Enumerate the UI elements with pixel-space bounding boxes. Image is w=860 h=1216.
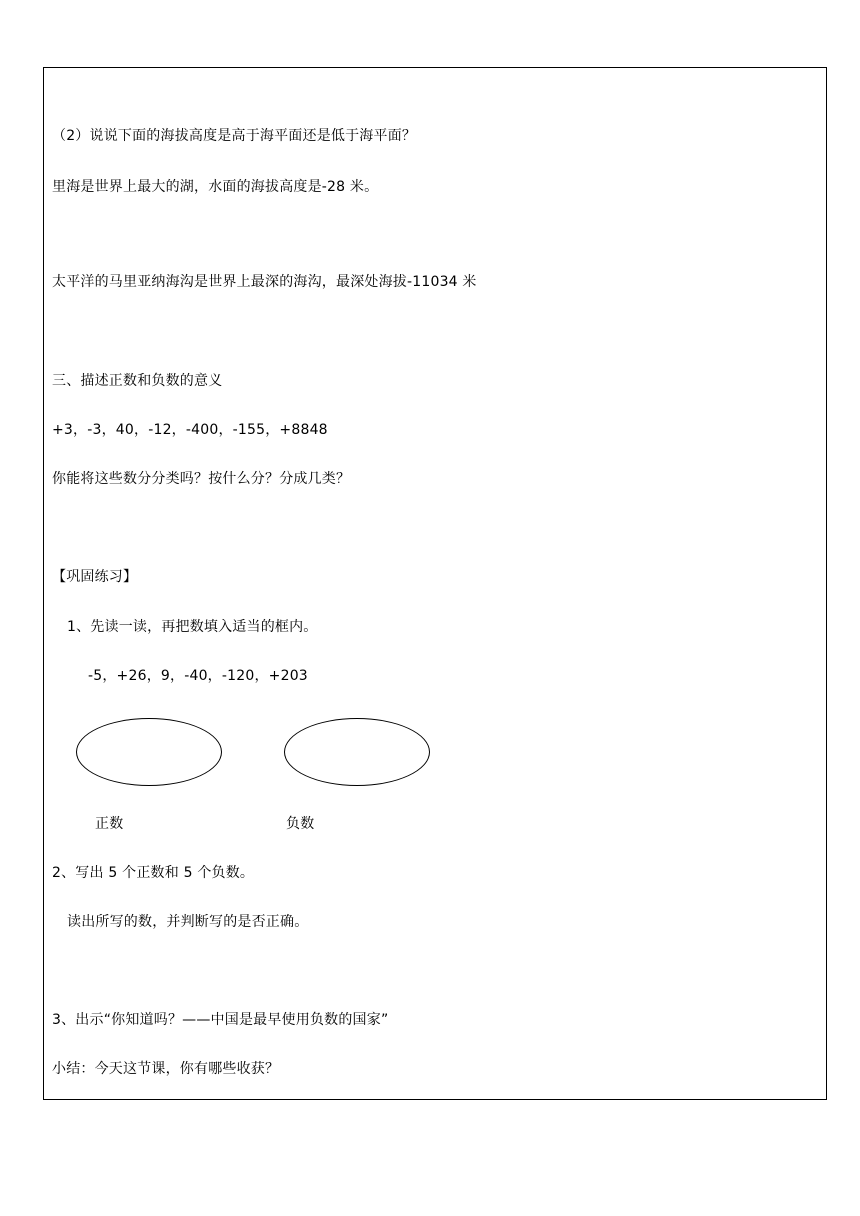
section3-numbers: +3，-3，40，-12，-400，-155，+8848 [52, 422, 328, 438]
summary-text: 小结：今天这节课，你有哪些收获？ [52, 1061, 280, 1077]
exercise3-text: 3、出示“你知道吗？——中国是最早使用负数的国家” [52, 1012, 389, 1028]
exercise2-text: 2、写出 5 个正数和 5 个负数。 [52, 865, 255, 881]
positive-number-oval [76, 718, 222, 786]
negative-number-oval [284, 718, 430, 786]
content-frame [43, 67, 827, 1100]
exercise1-text: 1、先读一读，再把数填入适当的框内。 [67, 619, 318, 635]
exercise1-numbers: -5，+26，9，-40，-120，+203 [88, 668, 308, 684]
practice-title: 【巩固练习】 [52, 569, 138, 585]
negative-label: 负数 [286, 816, 315, 832]
mariana-trench-text: 太平洋的马里亚纳海沟是世界上最深的海沟，最深处海拔-11034 米 [52, 274, 477, 290]
exercise2-detail: 读出所写的数，并判断写的是否正确。 [67, 914, 309, 930]
q2-heading: （2）说说下面的海拔高度是高于海平面还是低于海平面？ [52, 128, 417, 144]
section3-question: 你能将这些数分分类吗？按什么分？分成几类？ [52, 471, 351, 487]
section3-title: 三、描述正数和负数的意义 [52, 373, 223, 389]
caspian-sea-text: 里海是世界上最大的湖，水面的海拔高度是-28 米。 [52, 179, 379, 195]
positive-label: 正数 [95, 816, 124, 832]
